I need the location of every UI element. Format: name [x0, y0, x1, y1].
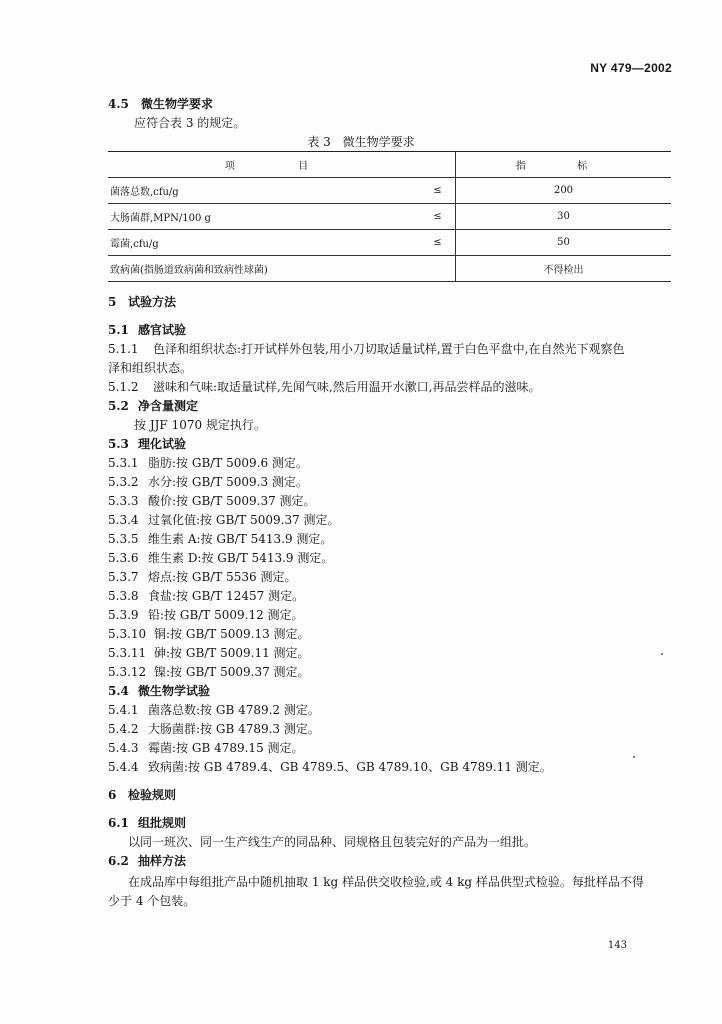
list-item: [108, 550, 333, 566]
list-item: [108, 626, 310, 642]
table-row: [108, 230, 671, 256]
item-number: 5.4.2: [108, 722, 139, 736]
section-number: 5.1.1: [108, 342, 139, 356]
table-row: [108, 204, 671, 230]
item-text: 霉菌:按 GB 4789.15 测定。: [148, 741, 304, 755]
table-cell-value: 不得检出: [456, 256, 672, 282]
section-6-2-text: 在成品库中每组批产品中随机抽取 1 kg 样品供交收检验,或 4 kg 样品供型式检验。每批样品不得: [128, 875, 644, 889]
section-number: 5.1.2: [108, 380, 139, 394]
item-text: 致病菌:按 GB 4789.4、GB 4789.5、GB 4789.10、GB 4789.11 测定。: [148, 760, 552, 774]
section-title: 试验方法: [128, 295, 177, 309]
table-cell-symbol: [420, 256, 456, 282]
item-text: 大肠菌群:按 GB 4789.3 测定。: [148, 722, 320, 736]
list-item: [108, 455, 308, 471]
item-number: 5.3.12: [108, 665, 147, 679]
item-number: 5.3.9: [108, 608, 139, 622]
list-item: [108, 721, 320, 737]
list-item: [108, 493, 316, 509]
section-5-2-text: 按 JJF 1070 规定执行。: [134, 418, 266, 432]
table-header-row: [108, 152, 671, 178]
item-number: 5.3.6: [108, 551, 139, 565]
item-number: 5.3.5: [108, 532, 139, 546]
item-number: 5.4.1: [108, 703, 139, 717]
section-6-2-heading: [108, 853, 186, 869]
item-number: 5.3.7: [108, 570, 139, 584]
item-number: 5.3.10: [108, 627, 147, 641]
section-text: 滋味和气味:取适量试样,先闻气味,然后用温开水漱口,再品尝样品的滋味。: [153, 380, 541, 394]
scan-speck: [633, 756, 635, 758]
table-cell-symbol: ≤: [420, 204, 456, 230]
table-caption-label: 表 3: [307, 135, 331, 149]
item-text: 菌落总数:按 GB 4789.2 测定。: [148, 703, 320, 717]
section-4-5-text: 应符合表 3 的规定。: [134, 116, 246, 130]
item-number: 5.4.3: [108, 741, 139, 755]
section-number: 4.5: [108, 97, 129, 111]
item-text: 酸价:按 GB/T 5009.37 测定。: [148, 494, 316, 508]
section-5-2-heading: [108, 398, 198, 414]
section-title: 微生物学试验: [138, 684, 211, 698]
standard-code: NY 479—2002: [590, 61, 672, 75]
section-number: 5.2: [108, 399, 129, 413]
list-item: [108, 588, 304, 604]
item-number: 5.3.3: [108, 494, 139, 508]
table-caption: [0, 133, 722, 150]
section-title: 抽样方法: [138, 854, 187, 868]
microbiology-table: [108, 151, 671, 282]
section-5-3-heading: [108, 436, 186, 452]
item-number: 5.3.1: [108, 456, 139, 470]
table-cell-item: 菌落总数,cfu/g: [108, 178, 420, 204]
list-item: [108, 759, 552, 775]
list-item: [108, 607, 304, 623]
list-item: [108, 531, 332, 547]
item-text: 熔点:按 GB/T 5536 测定。: [148, 570, 297, 584]
item-number: 5.3.2: [108, 475, 139, 489]
list-item: [108, 702, 320, 718]
table-cell-value: 50: [456, 230, 672, 256]
table-cell-item: 大肠菌群,MPN/100 g: [108, 204, 420, 230]
section-number: 5.1: [108, 323, 129, 337]
table-caption-title: 微生物学要求: [342, 135, 415, 149]
section-5-1-heading: [108, 322, 186, 338]
section-title: 微生物学要求: [141, 97, 214, 111]
item-text: 铜:按 GB/T 5009.13 测定。: [154, 627, 310, 641]
list-item: [108, 740, 304, 756]
section-6-1-text: 以同一班次、同一生产线生产的同品种、同规格且包装完好的产品为一组批。: [128, 835, 537, 849]
section-number: 6.2: [108, 854, 129, 868]
section-number: 5.4: [108, 684, 129, 698]
item-text: 维生素 A:按 GB/T 5413.9 测定。: [148, 532, 333, 546]
item-number: 5.3.4: [108, 513, 139, 527]
scan-speck: [661, 653, 663, 655]
section-5-1-1: [108, 341, 625, 357]
section-number: 5.3: [108, 437, 129, 451]
table-header-item: 项 目: [108, 152, 456, 178]
section-text: 色泽和组织状态:打开试样外包装,用小刀切取适量试样,置于白色平盘中,在自然光下观察色: [153, 342, 625, 356]
item-text: 水分:按 GB/T 5009.3 测定。: [148, 475, 308, 489]
section-number: 5: [108, 295, 117, 309]
table-cell-item: 霉菌,cfu/g: [108, 230, 420, 256]
item-text: 维生素 D:按 GB/T 5413.9 测定。: [148, 551, 334, 565]
section-title: 组批规则: [138, 816, 187, 830]
list-item: [108, 512, 340, 528]
table-cell-symbol: ≤: [420, 230, 456, 256]
section-title: 净含量测定: [138, 399, 199, 413]
item-text: 食盐:按 GB/T 12457 测定。: [148, 589, 305, 603]
table-header-value: 指 标: [456, 152, 672, 178]
section-6-heading: [108, 787, 176, 803]
item-number: 5.3.8: [108, 589, 139, 603]
section-number: 6: [108, 788, 117, 802]
section-4-5-heading: [108, 96, 213, 112]
table-cell-value: 200: [456, 178, 672, 204]
item-text: 过氧化值:按 GB/T 5009.37 测定。: [148, 513, 340, 527]
section-5-4-heading: [108, 683, 210, 699]
page-number: 143: [607, 940, 627, 951]
table-row: [108, 256, 671, 282]
list-item: [108, 474, 308, 490]
item-text: 脂肪:按 GB/T 5009.6 测定。: [148, 456, 308, 470]
section-title: 理化试验: [138, 437, 187, 451]
section-5-1-2: [108, 379, 541, 395]
section-6-2-text-cont: 少于 4 个包装。: [108, 894, 196, 908]
item-text: 铅:按 GB/T 5009.12 测定。: [148, 608, 304, 622]
list-item: [108, 645, 310, 661]
item-text: 镍:按 GB/T 5009.37 测定。: [154, 665, 310, 679]
list-item: [108, 569, 296, 585]
table-cell-item: 致病菌(指肠道致病菌和致病性球菌): [108, 256, 420, 282]
section-title: 感官试验: [138, 323, 187, 337]
item-text: 砷:按 GB/T 5009.11 测定。: [154, 646, 310, 660]
section-number: 6.1: [108, 816, 129, 830]
section-title: 检验规则: [128, 788, 177, 802]
table-row: [108, 178, 671, 204]
list-item: [108, 664, 310, 680]
item-number: 5.4.4: [108, 760, 139, 774]
section-5-heading: [108, 294, 176, 310]
table-cell-value: 30: [456, 204, 672, 230]
table-cell-symbol: ≤: [420, 178, 456, 204]
section-6-1-heading: [108, 815, 186, 831]
section-5-1-1-cont: 泽和组织状态。: [108, 361, 193, 375]
item-number: 5.3.11: [108, 646, 147, 660]
